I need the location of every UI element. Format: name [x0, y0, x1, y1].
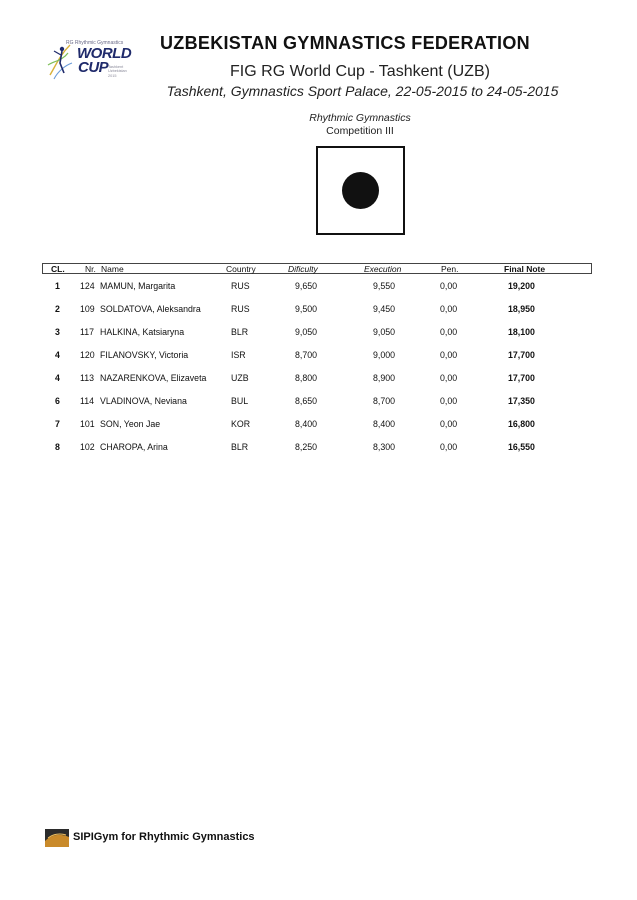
apparatus-box	[316, 146, 405, 235]
cell-final-note: 17,700	[508, 373, 535, 383]
cell-rank: 8	[55, 442, 60, 452]
cell-difficulty: 8,700	[295, 350, 318, 360]
event-title: FIG RG World Cup - Tashkent (UZB)	[230, 63, 490, 80]
cell-name: NAZARENKOVA, Elizaveta	[100, 373, 207, 383]
table-row	[42, 320, 592, 343]
cell-execution: 9,050	[373, 327, 396, 337]
cell-number: 101	[80, 419, 95, 429]
logo-word-cup: CUP	[78, 59, 109, 76]
cell-final-note: 17,700	[508, 350, 535, 360]
table-row	[42, 412, 592, 435]
cell-rank: 2	[55, 304, 60, 314]
header-difficulty: Dificulty	[288, 264, 318, 274]
cell-name: SON, Yeon Jae	[100, 419, 161, 429]
table-row	[42, 366, 592, 389]
cell-number: 120	[80, 350, 95, 360]
cell-penalty: 0,00	[440, 396, 458, 406]
cell-execution: 8,700	[373, 396, 396, 406]
header-number: Nr.	[85, 264, 96, 274]
header-rank: CL.	[51, 264, 65, 274]
header-country: Country	[226, 264, 256, 274]
cell-rank: 1	[55, 281, 60, 291]
table-row	[42, 297, 592, 320]
cell-rank: 4	[55, 373, 60, 383]
cell-rank: 3	[55, 327, 60, 337]
logo-tagline: RG Rhythmic Gymnastics	[66, 40, 124, 46]
cell-final-note: 18,950	[508, 304, 535, 314]
cell-number: 124	[80, 281, 95, 291]
cell-execution: 8,900	[373, 373, 396, 383]
footer-credit: SIPIGym for Rhythmic Gymnastics	[73, 831, 255, 843]
cell-country: KOR	[231, 419, 251, 429]
cell-final-note: 17,350	[508, 396, 535, 406]
cell-number: 117	[80, 327, 95, 337]
cell-rank: 6	[55, 396, 60, 406]
cell-country: UZB	[231, 373, 249, 383]
cell-country: BLR	[231, 442, 249, 452]
cell-difficulty: 8,650	[295, 396, 318, 406]
cell-country: RUS	[231, 304, 250, 314]
competition-label: Competition III	[326, 125, 394, 137]
cell-difficulty: 8,800	[295, 373, 318, 383]
cell-name: SOLDATOVA, Aleksandra	[100, 304, 201, 314]
cell-penalty: 0,00	[440, 327, 458, 337]
cell-difficulty: 9,050	[295, 327, 318, 337]
cell-execution: 8,300	[373, 442, 396, 452]
table-header	[42, 263, 592, 274]
cell-number: 102	[80, 442, 95, 452]
cell-name: MAMUN, Margarita	[100, 281, 176, 291]
cell-execution: 9,450	[373, 304, 396, 314]
logo-subtitle: Tashkent Uzbekistan 2015	[108, 65, 127, 78]
cell-country: BLR	[231, 327, 249, 337]
cell-name: HALKINA, Katsiaryna	[100, 327, 185, 337]
cell-final-note: 16,800	[508, 419, 535, 429]
cell-difficulty: 9,500	[295, 304, 318, 314]
results-table	[42, 263, 592, 458]
cell-number: 114	[80, 396, 95, 406]
header-execution: Execution	[364, 264, 402, 274]
cell-name: FILANOVSKY, Victoria	[100, 350, 189, 360]
cell-penalty: 0,00	[440, 304, 458, 314]
table-body	[42, 274, 592, 458]
cell-penalty: 0,00	[440, 373, 458, 383]
cell-country: BUL	[231, 396, 249, 406]
sipigym-logo-icon	[45, 829, 69, 847]
cell-number: 109	[80, 304, 95, 314]
discipline-label: Rhythmic Gymnastics	[309, 112, 411, 124]
cell-penalty: 0,00	[440, 442, 458, 452]
cell-penalty: 0,00	[440, 281, 458, 291]
cell-difficulty: 8,250	[295, 442, 318, 452]
cell-execution: 9,000	[373, 350, 396, 360]
cell-final-note: 18,100	[508, 327, 535, 337]
organization-title: UZBEKISTAN GYMNASTICS FEDERATION	[160, 33, 530, 53]
cell-country: ISR	[231, 350, 246, 360]
cell-name: CHAROPA, Arina	[100, 442, 168, 452]
venue-dates: Tashkent, Gymnastics Sport Palace, 22-05-2015 to 24-05-2015	[166, 83, 559, 99]
cell-execution: 8,400	[373, 419, 396, 429]
cell-penalty: 0,00	[440, 350, 458, 360]
cell-penalty: 0,00	[440, 419, 458, 429]
cell-number: 113	[80, 373, 95, 383]
table-row	[42, 343, 592, 366]
table-row	[42, 274, 592, 297]
cell-rank: 7	[55, 419, 60, 429]
cell-final-note: 19,200	[508, 281, 535, 291]
cell-rank: 4	[55, 350, 60, 360]
table-row	[42, 389, 592, 412]
header-final-note: Final Note	[504, 264, 546, 274]
header-name: Name	[101, 264, 124, 274]
ball-icon	[342, 172, 379, 209]
cell-country: RUS	[231, 281, 250, 291]
cell-execution: 9,550	[373, 281, 396, 291]
header-penalty: Pen.	[441, 264, 459, 274]
cell-name: VLADINOVA, Neviana	[100, 396, 187, 406]
table-row	[42, 435, 592, 458]
cell-difficulty: 9,650	[295, 281, 318, 291]
cell-final-note: 16,550	[508, 442, 535, 452]
cell-difficulty: 8,400	[295, 419, 318, 429]
logo-word-world: WORLD	[77, 45, 132, 62]
